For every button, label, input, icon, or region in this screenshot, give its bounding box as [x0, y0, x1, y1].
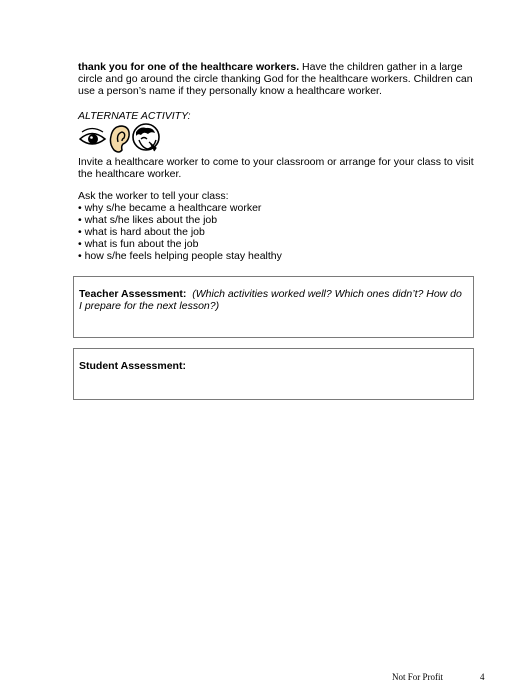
intro-paragraph	[78, 61, 478, 97]
ask-paragraph: Ask the worker to tell your class:	[78, 190, 229, 202]
invite-paragraph: Invite a healthcare worker to come to your classroom or arrange for your class to visit the healthcare worker.	[78, 156, 474, 180]
teacher-assessment-prompt: (Which activities worked well? Which ones didn’t? How do I prepare for the next lesson?)	[79, 288, 462, 312]
teacher-assessment-box	[73, 276, 474, 338]
eye-icon	[80, 129, 105, 145]
student-assessment-box	[73, 348, 474, 400]
student-assessment-text	[79, 360, 467, 372]
list-item: • what is hard about the job	[78, 226, 205, 238]
footer-text: Not For Profit	[392, 672, 444, 682]
activity-icons	[78, 122, 160, 154]
question-list	[78, 202, 282, 262]
ear-icon	[110, 126, 129, 152]
alternate-activity-heading: ALTERNATE ACTIVITY:	[78, 110, 191, 122]
thinking-head-icon	[133, 124, 159, 151]
list-item: • how s/he feels helping people stay healthy	[78, 250, 282, 262]
list-item: • what is fun about the job	[78, 238, 199, 250]
student-assessment-label: Student Assessment:	[79, 360, 186, 372]
list-item: • why s/he became a healthcare worker	[78, 202, 262, 214]
page-number: 4	[480, 672, 485, 682]
intro-bold: thank you for one of the healthcare workers.	[78, 61, 300, 73]
list-item: • what s/he likes about the job	[78, 214, 218, 226]
teacher-assessment-label: Teacher Assessment:	[79, 288, 187, 300]
intro-rest: Have the children gather in a large circle and go around the circle thanking God for the healthcare workers. Children can use a person’s name if they personally know a healthcare worker.	[78, 61, 473, 97]
teacher-assessment-text	[79, 288, 467, 312]
